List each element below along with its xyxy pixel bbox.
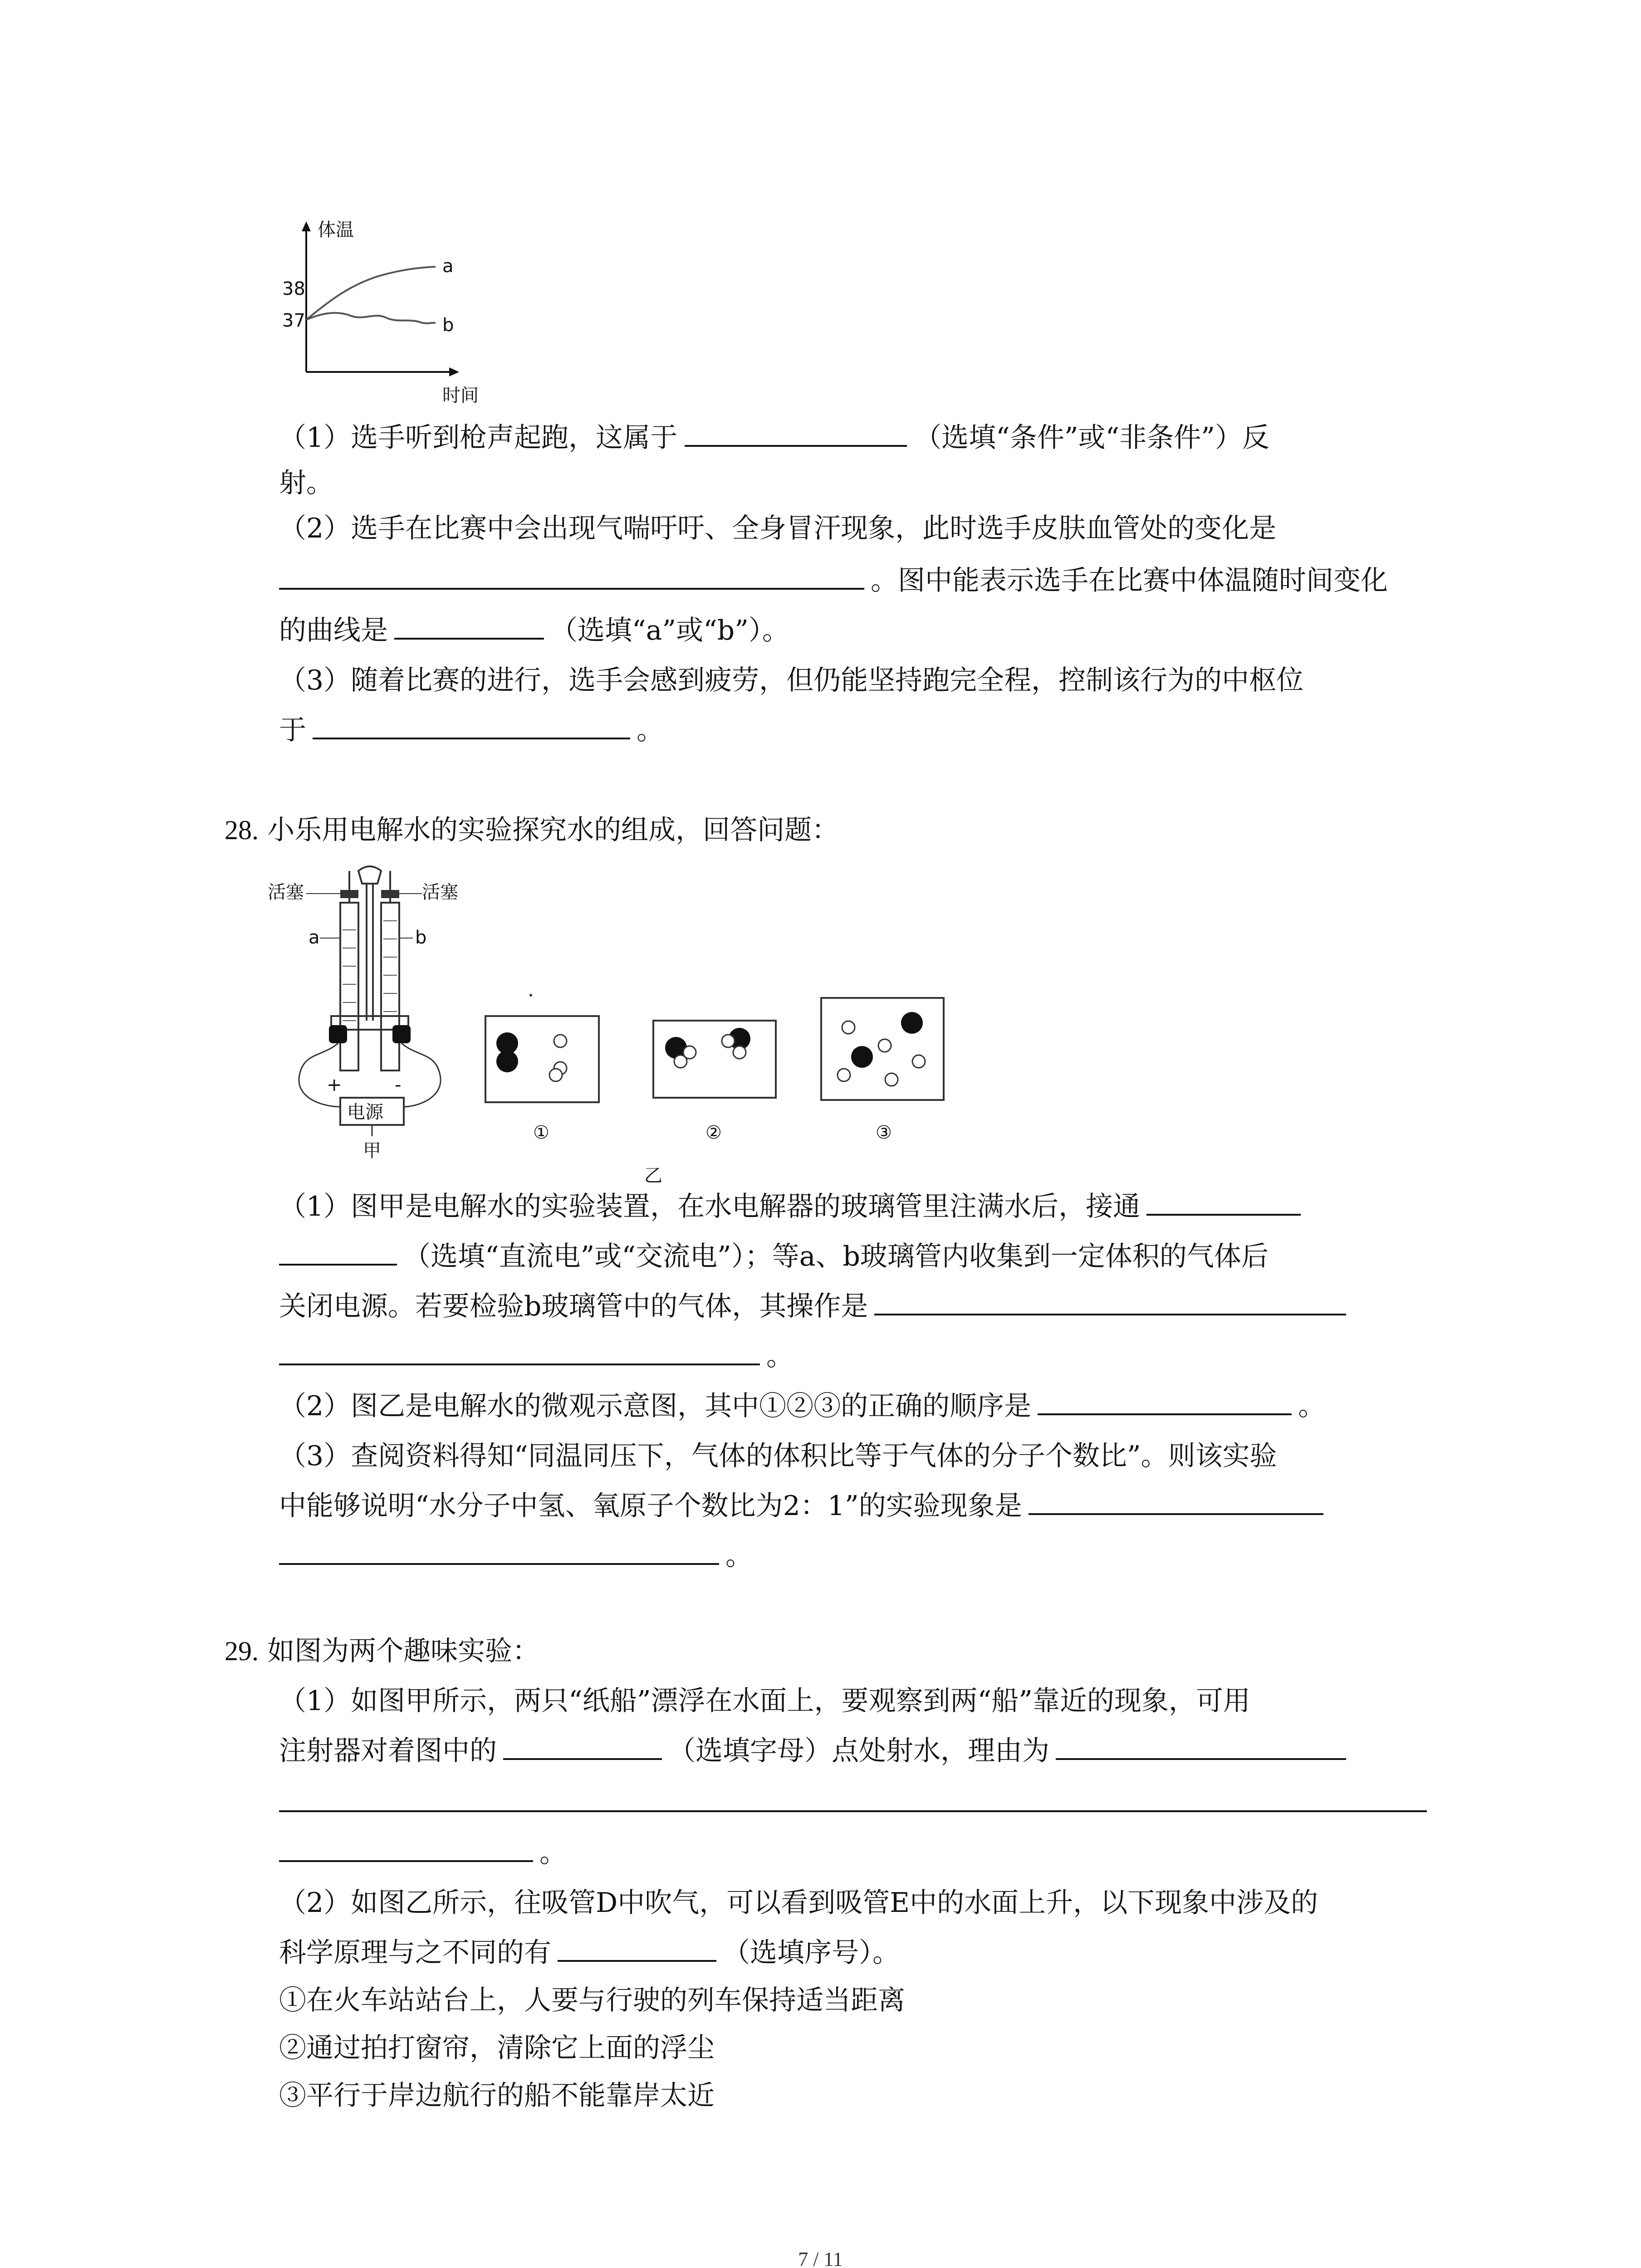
q29-part2-line1: （2）如图乙所示，往吸管D中吹气，可以看到吸管E中的水面上升，以下现象中涉及的 [279, 1887, 1318, 1919]
q28-part1-line3 [279, 1288, 1346, 1325]
q28-part3-line3 [279, 1538, 753, 1574]
q27-blank-reflex-type[interactable] [685, 420, 907, 447]
q29-option-2: ②通过拍打窗帘，清除它上面的浮尘 [279, 2032, 715, 2064]
q27-part1-options: （选填“条件”或“非条件”）反 [914, 422, 1269, 454]
q28-part1-line2 [279, 1238, 1269, 1275]
q28-part3-line1: （3）查阅资料得知“同温同压下，气体的体积比等于气体的分子个数比”。则该实验 [279, 1440, 1277, 1472]
q27-part1-line2: 射。 [279, 467, 333, 499]
q28-part1-end: 。 [766, 1340, 794, 1372]
q27-part2-line3 [279, 612, 789, 649]
q28-part3-line2 [279, 1488, 1323, 1524]
q27-part2-text: 。图中能表示选手在比赛中体温随时间变化 [871, 565, 1388, 596]
power-source-label: 电源 [347, 1102, 383, 1123]
q28-blank-order[interactable] [1038, 1388, 1292, 1415]
q28-blank-current-a[interactable] [1146, 1188, 1301, 1216]
q27-part2-line1: （2）选手在比赛中会出现气喘吁吁、全身冒汗现象，此时选手皮肤血管处的变化是 [279, 513, 1277, 544]
tube-b-label: b [415, 927, 427, 948]
q27-blank-skin-vessel[interactable] [279, 562, 864, 590]
q28-part3-end: 。 [725, 1540, 753, 1572]
q29-blank-point[interactable] [503, 1733, 662, 1760]
q28-stem: 小乐用电解水的实验探究水的组成，回答问题： [267, 814, 839, 846]
q28-stem-line [225, 812, 839, 848]
graph-x-label: 时间 [442, 385, 479, 406]
box-2-label: ② [705, 1122, 722, 1143]
q27-part1-text: （1）选手听到枪声起跑，这属于 [279, 422, 678, 454]
box-1-label: ① [533, 1122, 549, 1143]
q29-part2-text: 科学原理与之不同的有 [279, 1937, 551, 1969]
q27-part2-line2 [279, 562, 1388, 599]
q28-blank-phenomenon-b[interactable] [279, 1538, 719, 1565]
q27-part3-end: 。 [637, 714, 664, 746]
figure-yi-label: 乙 [644, 1165, 662, 1186]
q29-stem-line [225, 1633, 539, 1669]
curve-a-label: a [442, 256, 454, 277]
graph-y-label: 体温 [318, 220, 354, 240]
q28-part1-line1 [279, 1188, 1301, 1225]
stopcock-right-label: 活塞 [422, 882, 458, 903]
q28-part2-text: （2）图乙是电解水的微观示意图，其中①②③的正确的顺序是 [279, 1390, 1032, 1422]
q29-part1-text: 注射器对着图中的 [279, 1735, 497, 1767]
q29-option-3: ③平行于岸边航行的船不能靠岸太近 [279, 2080, 715, 2112]
q29-part1-line4 [279, 1835, 567, 1871]
q28-blank-phenomenon-a[interactable] [1029, 1488, 1323, 1515]
q29-part1-line2 [279, 1733, 1346, 1769]
q29-number: 29. [225, 1636, 259, 1666]
q28-blank-current-b[interactable] [279, 1238, 397, 1266]
q28-part1-line4 [279, 1338, 794, 1374]
q28-part3-text: 中能够说明“水分子中氢、氧原子个数比为2：1”的实验现象是 [279, 1490, 1022, 1522]
figure-jia-label: 甲 [363, 1140, 381, 1161]
q27-part2-curve-text: 的曲线是 [279, 615, 388, 646]
page-number: 7 / 11 [798, 2248, 843, 2268]
q29-blank-reason-c[interactable] [279, 1835, 533, 1862]
q28-blank-test-a[interactable] [874, 1288, 1346, 1315]
negative-terminal: - [395, 1075, 402, 1095]
graph-tick-37: 37 [282, 310, 305, 331]
tube-a-label: a [309, 927, 320, 948]
electrolysis-apparatus-figure [268, 862, 481, 1170]
q29-part2-end: （选填序号）。 [723, 1937, 900, 1969]
q29-part1-reason: （选填字母）点处射水，理由为 [668, 1735, 1049, 1767]
q28-part2-line [279, 1388, 1325, 1424]
curve-b-label: b [442, 315, 454, 336]
q29-part1-line3 [279, 1785, 1427, 1821]
q28-part1-text: （1）图甲是电解水的实验装置，在水电解器的玻璃管里注满水后，接通 [279, 1191, 1141, 1222]
q29-part1-line1: （1）如图甲所示，两只“纸船”漂浮在水面上，要观察到两“船”靠近的现象，可用 [279, 1685, 1250, 1717]
box-3-label: ③ [876, 1122, 892, 1143]
q27-part3-text: 于 [279, 714, 306, 746]
q28-number: 28. [225, 815, 259, 845]
body-temperature-graph [254, 218, 490, 408]
q29-option-1: ①在火车站站台上，人要与行驶的列车保持适当距离 [279, 1984, 905, 2016]
q28-part1-test: 关闭电源。若要检验b玻璃管中的气体，其操作是 [279, 1290, 868, 1322]
q28-part1-options: （选填“直流电”或“交流电”）；等a、b玻璃管内收集到一定体积的气体后 [403, 1241, 1269, 1272]
q29-blank-reason-b[interactable] [279, 1785, 1427, 1812]
electrolysis-micro-figure [476, 989, 953, 1188]
q28-part2-end: 。 [1298, 1390, 1326, 1422]
q27-part2-options: （选填“a”或“b”）。 [550, 615, 789, 646]
q29-blank-options[interactable] [558, 1935, 716, 1962]
q27-part3-line2 [279, 712, 664, 748]
q29-part2-line2 [279, 1935, 900, 1971]
stopcock-left-label: 活塞 [268, 882, 304, 903]
positive-terminal: + [327, 1075, 342, 1095]
q29-stem: 如图为两个趣味实验： [267, 1635, 540, 1667]
q29-blank-reason-a[interactable] [1056, 1733, 1346, 1760]
q28-blank-test-b[interactable] [279, 1338, 760, 1365]
q27-blank-center[interactable] [313, 712, 630, 739]
q27-part1-line1 [279, 420, 1269, 456]
q29-part1-end: 。 [539, 1837, 567, 1869]
graph-tick-38: 38 [282, 279, 305, 299]
q27-part3-line1: （3）随着比赛的进行，选手会感到疲劳，但仍能坚持跑完全程，控制该行为的中枢位 [279, 665, 1304, 696]
q27-blank-curve[interactable] [394, 612, 544, 640]
